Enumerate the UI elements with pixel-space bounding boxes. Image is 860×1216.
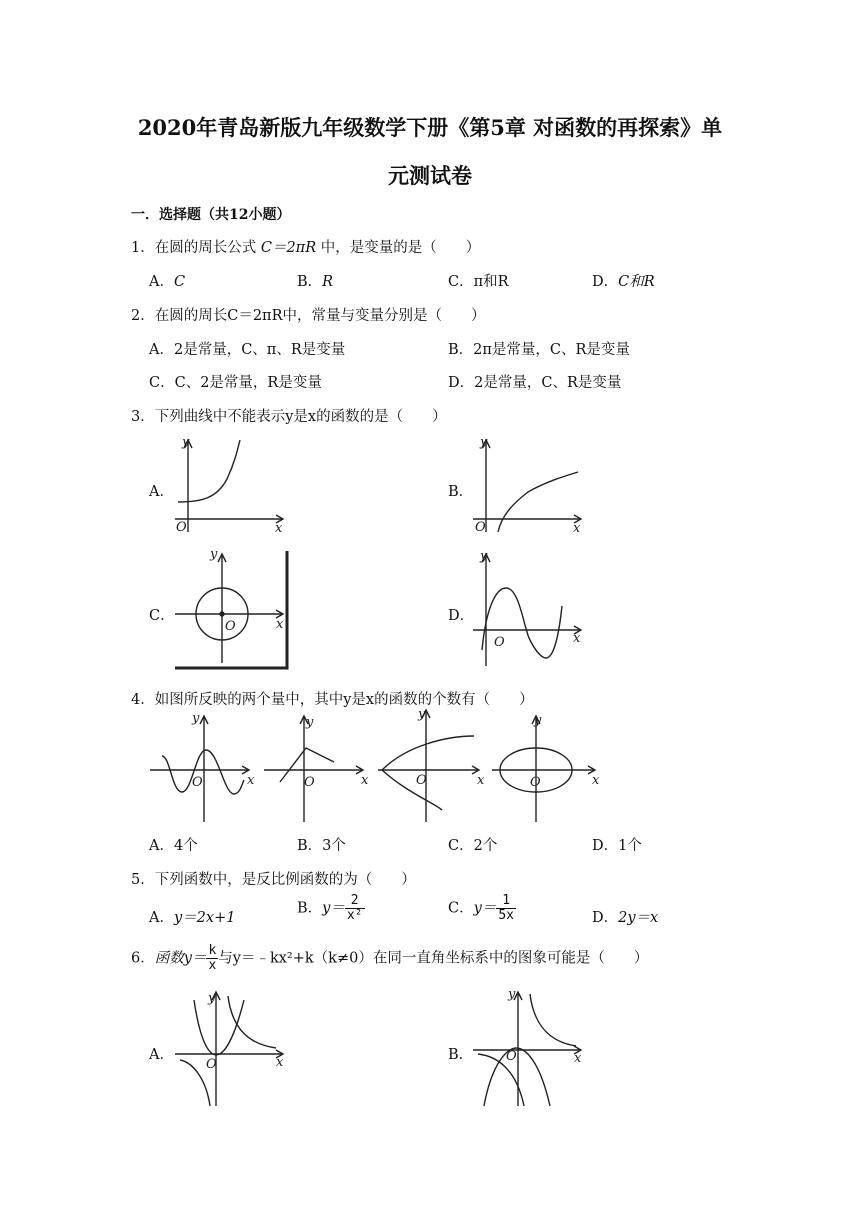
- question-number: 3．: [131, 409, 155, 425]
- question-text: 函数y＝: [154, 950, 207, 967]
- question-text: 下列函数中，是反比例函数的为（ ）: [154, 872, 416, 888]
- question-1: [131, 236, 480, 257]
- formula: C＝2πR: [260, 240, 317, 256]
- q1-option-d[interactable]: D．C和R: [592, 274, 655, 290]
- question-5: [131, 868, 416, 889]
- question-text: 中，是变量的是（ ）: [320, 240, 481, 256]
- svg-text:y: y: [210, 547, 218, 562]
- q1-option-b[interactable]: B．R: [297, 274, 334, 290]
- q3-option-a-label[interactable]: A．: [149, 484, 174, 500]
- svg-text:O: O: [416, 773, 427, 788]
- question-text: 下列曲线中不能表示y是x的函数的是（ ）: [154, 409, 447, 425]
- question-text: 与y＝﹣kx²+k（k≠0）在同一直角坐标系中的图象可能是（ ）: [218, 950, 649, 967]
- question-text: 如图所反映的两个量中，其中y是x的函数的个数有（ ）: [154, 692, 534, 708]
- q3-graph-d[interactable]: [470, 548, 590, 672]
- svg-text:y: y: [306, 715, 314, 730]
- fraction: $\frac{k}{x}$: [208, 943, 217, 973]
- q2-option-c[interactable]: C．C、2是常量，R是变量: [149, 375, 322, 391]
- q6-graph-b[interactable]: [470, 988, 588, 1108]
- svg-text:O: O: [506, 1049, 517, 1064]
- svg-text:y: y: [480, 549, 488, 564]
- svg-text:x: x: [361, 773, 369, 788]
- q5-option-c[interactable]: C．y＝ $\frac{1}{5x}$: [448, 893, 514, 923]
- svg-text:y: y: [480, 435, 488, 450]
- page-title-line1: 2020年青岛新版九年级数学下册《第5章 对函数的再探索》单: [137, 115, 723, 140]
- q6-option-a-label[interactable]: A．: [149, 1047, 174, 1063]
- svg-text:y: y: [182, 435, 190, 450]
- q3-option-c-label[interactable]: C．: [149, 608, 175, 624]
- svg-text:y: y: [508, 987, 516, 1002]
- svg-text:O: O: [206, 1057, 217, 1072]
- svg-text:x: x: [247, 773, 255, 788]
- svg-text:y: y: [192, 711, 200, 726]
- question-3: [131, 405, 447, 426]
- svg-text:O: O: [304, 775, 315, 790]
- svg-text:O: O: [494, 635, 505, 650]
- question-number: 6．: [131, 950, 155, 967]
- q5-option-d[interactable]: D．2y＝x: [592, 910, 659, 926]
- svg-text:x: x: [592, 773, 600, 788]
- q2-option-a[interactable]: A．2是常量，C、π、R是变量: [149, 342, 346, 358]
- svg-text:O: O: [530, 775, 541, 790]
- svg-text:x: x: [275, 521, 283, 536]
- svg-text:x: x: [573, 631, 581, 646]
- q4-graph-4: [490, 712, 605, 824]
- svg-text:O: O: [475, 520, 486, 535]
- q4-option-b[interactable]: B．3个: [297, 838, 346, 854]
- svg-text:y: y: [208, 991, 216, 1006]
- svg-text:O: O: [192, 775, 203, 790]
- q4-option-c[interactable]: C．2个: [448, 838, 498, 854]
- svg-text:x: x: [573, 521, 581, 536]
- q3-option-d-label[interactable]: D．: [448, 608, 475, 624]
- svg-text:x: x: [276, 617, 284, 632]
- question-text: 在圆的周长C＝2πR中，常量与变量分别是（ ）: [154, 308, 486, 324]
- q3-option-b-label[interactable]: B．: [448, 484, 474, 500]
- q4-option-d[interactable]: D．1个: [592, 838, 642, 854]
- svg-text:O: O: [176, 520, 187, 535]
- q1-option-c[interactable]: C．π和R: [448, 274, 509, 290]
- q4-option-a[interactable]: A．4个: [149, 838, 198, 854]
- svg-text:y: y: [534, 713, 542, 728]
- question-number: 5．: [131, 872, 155, 888]
- svg-text:O: O: [225, 619, 236, 634]
- q4-graph-3: [376, 706, 494, 824]
- q5-option-a[interactable]: A．y＝2x+1: [149, 910, 236, 926]
- question-number: 2．: [131, 308, 155, 324]
- svg-text:x: x: [574, 1051, 582, 1066]
- section-heading: 一．选择题（共12小题）: [131, 207, 291, 223]
- question-number: 4．: [131, 692, 155, 708]
- fraction: $\frac{1}{5x}$: [498, 893, 514, 923]
- fraction: $\frac{2}{\text{x²}}$: [346, 893, 363, 923]
- q4-graph-2: [262, 712, 377, 824]
- q3-graph-a[interactable]: [172, 434, 290, 534]
- q2-option-d[interactable]: D．2是常量，C、R是变量: [448, 375, 622, 391]
- q3-graph-c[interactable]: [172, 548, 292, 672]
- svg-text:x: x: [477, 773, 485, 788]
- q3-graph-b[interactable]: [470, 434, 588, 534]
- q4-graph-1: [148, 712, 263, 824]
- q2-option-b[interactable]: B．2π是常量，C、R是变量: [448, 342, 630, 358]
- question-6: [131, 944, 648, 973]
- q6-option-b-label[interactable]: B．: [448, 1047, 474, 1063]
- question-text: 在圆的周长公式: [154, 240, 257, 256]
- q6-graph-a[interactable]: [172, 988, 290, 1108]
- svg-text:x: x: [276, 1055, 284, 1070]
- q5-option-b[interactable]: B．y＝ $\frac{2}{\text{x²}}$: [297, 893, 363, 923]
- question-number: 1．: [131, 240, 155, 256]
- q1-option-a[interactable]: A．C: [149, 274, 186, 290]
- svg-text:y: y: [418, 707, 426, 722]
- page-title-line2: 元测试卷: [388, 163, 472, 188]
- question-2: [131, 304, 486, 325]
